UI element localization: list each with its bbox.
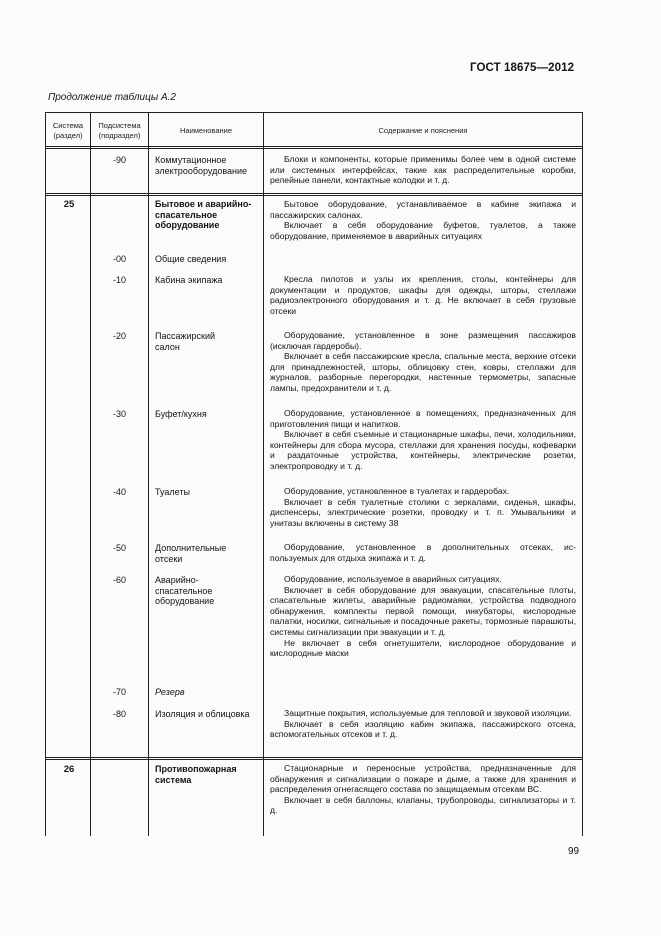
row-content-paragraph: Блоки и компоненты, которые применимы более чем в одной системе или системных интерфейсах, такие как распределительные коробки, релейные панели, контактные колодки и т. д. (270, 154, 576, 186)
row-name: Аварийно-спасательное оборудование (155, 575, 215, 606)
row-subsystem: -40 (112, 487, 126, 497)
row-name: Противопожарная система (155, 764, 237, 785)
table-continuation-caption: Продолжение таблицы А.2 (48, 92, 176, 103)
row-subsystem: -20 (112, 331, 126, 341)
row-subsystem: -60 (112, 575, 126, 585)
row-content (270, 408, 576, 472)
row-name: Кабина экипажа (155, 275, 223, 285)
row-subsystem: -00 (112, 254, 126, 264)
row-subsystem: -70 (112, 687, 126, 697)
row-content (270, 154, 576, 186)
table-border-right (582, 112, 583, 836)
row-content-paragraph: Кресла пилотов и узлы их крепления, столы, контейнеры для документации и продуктов, шкафы для одежды, шторы, стеллажи радиоэлектронного оборудования и т. д. Не включает в себя грузовые отсеки (270, 274, 576, 316)
page-number: 99 (568, 846, 580, 857)
row-content-paragraph: Оборудование, используемое в аварийных ситуациях. (284, 574, 502, 584)
row-system: 26 (63, 764, 75, 775)
row-name: Резерв (155, 687, 185, 697)
row-content (270, 708, 576, 740)
row-content-paragraph: Стационарные и переносные устройства, предназначенные для обнаружения и сигнализации о пожаре и дыме, а также для хранения и распределения огнегасящего состава по защищаемым отсекам ВС. (270, 763, 576, 795)
row-content-paragraph: Защитные покрытия, используемые для тепловой и звуковой изоляции. (284, 708, 572, 718)
row-content-paragraph: Включает в себя туалетные столики с зеркалами, сиденья, шкафы, диспенсеры, электрические розетки, проводку и т. п. Умывальники и унитазы включены в систему 38 (270, 496, 576, 528)
row-content-paragraph: Включает в себя оборудование буфетов, туалетов, а также оборудование, применяемое в аварийных ситуациях (270, 220, 576, 241)
row-content-paragraph: Оборудование, установленное в туалетах и гардеробах. (284, 486, 510, 496)
row-name: Общие сведения (155, 254, 227, 264)
table-border-top (45, 112, 582, 113)
table-divider-1 (90, 112, 91, 836)
row-subsystem: -90 (112, 155, 126, 165)
row-content (270, 542, 576, 563)
row-content-paragraph: Оборудование, установленное в дополнительных отсеках, используемых для отдыха экипажа и т. д. (270, 542, 576, 563)
row-name: Коммутационное электрооборудование (155, 155, 248, 176)
row-subsystem: -10 (112, 275, 126, 285)
table-divider-3 (263, 112, 264, 836)
row-name: Буфет/кухня (155, 409, 207, 419)
row-system: 25 (63, 199, 75, 210)
row-content-paragraph: Оборудование, установленное в помещениях, предназначенных для приготовления пищи и напитков. (270, 408, 576, 429)
row-content-paragraph: Оборудование, установленное в зоне размещения пассажиров (исключая гардеробы). (270, 330, 576, 351)
row-name: Бытовое и аварийно-спасательное оборудование (155, 199, 252, 230)
column-header-subsystem: Подсистема (подраздел) (98, 121, 141, 140)
table-border-left (45, 112, 46, 836)
table-divider-2 (148, 112, 149, 836)
row-content-paragraph: Включает в себя баллоны, клапаны, трубопроводы, сигнализаторы и т. д. (270, 794, 576, 816)
row-content-paragraph: Включает в себя изоляцию кабин экипажа, пассажирского отсека, вспомогательных отсеков и т. д. (270, 718, 576, 740)
row-name: Пассажирский салон (155, 331, 216, 352)
row-content-paragraph: Включает в себя пассажирские кресла, спальные места, верхние отсеки для принадлежностей, шторы, облицовку стен, ковры, стеллажи для журналов, разборные перегородки, настенные термометры, запасные лампы, предохранители и т. д. (270, 351, 576, 393)
row-content (270, 486, 576, 528)
row-content (270, 763, 576, 816)
header-separator (45, 146, 582, 149)
row-separator-26 (45, 757, 582, 760)
row-content-paragraph: Включает в себя съемные и стационарные шкафы, печи, холодильники, контейнеры для сбора мусора, стеллажи для хранения посуды, кофеварки и раздаточные устройства, контейнеры, электрические розетки, электропроводку и т. д. (270, 429, 576, 471)
row-subsystem: -30 (112, 409, 126, 419)
row-content-paragraph: Бытовое оборудование, устанавливаемое в кабине экипажа и пассажирских салонах. (270, 199, 576, 220)
row-separator-25 (45, 193, 582, 196)
row-name: Дополнительные отсеки (155, 543, 227, 564)
standard-designation: ГОСТ 18675—2012 (470, 62, 575, 74)
column-header-name: Наименование (180, 126, 232, 135)
row-subsystem: -80 (112, 709, 126, 719)
row-subsystem: -50 (112, 543, 126, 553)
row-content-paragraph: Включает в себя оборудование для эвакуации, спасательные плоты, спасательные жилеты, аварийные радиомаяки, устройства подводного обнаружения, комплекты первой помощи, инкубаторы, кислородные палатки, носилки, сигнальные и посадочные ракеты, тормозные парашюты, системы сигнализации при эвакуации и т. д. (270, 584, 576, 637)
row-content (270, 330, 576, 394)
row-content (270, 574, 576, 659)
column-header-system: Система (раздел) (52, 121, 84, 140)
row-content (270, 199, 576, 241)
row-name: Туалеты (155, 487, 190, 497)
row-content-paragraph: Не включает в себя огнетушители, кислородное оборудование и кислородные маски (270, 637, 576, 659)
row-content (270, 274, 576, 316)
row-name: Изоляция и облицовка (155, 709, 250, 719)
column-header-content: Содержание и пояснения (378, 126, 468, 135)
